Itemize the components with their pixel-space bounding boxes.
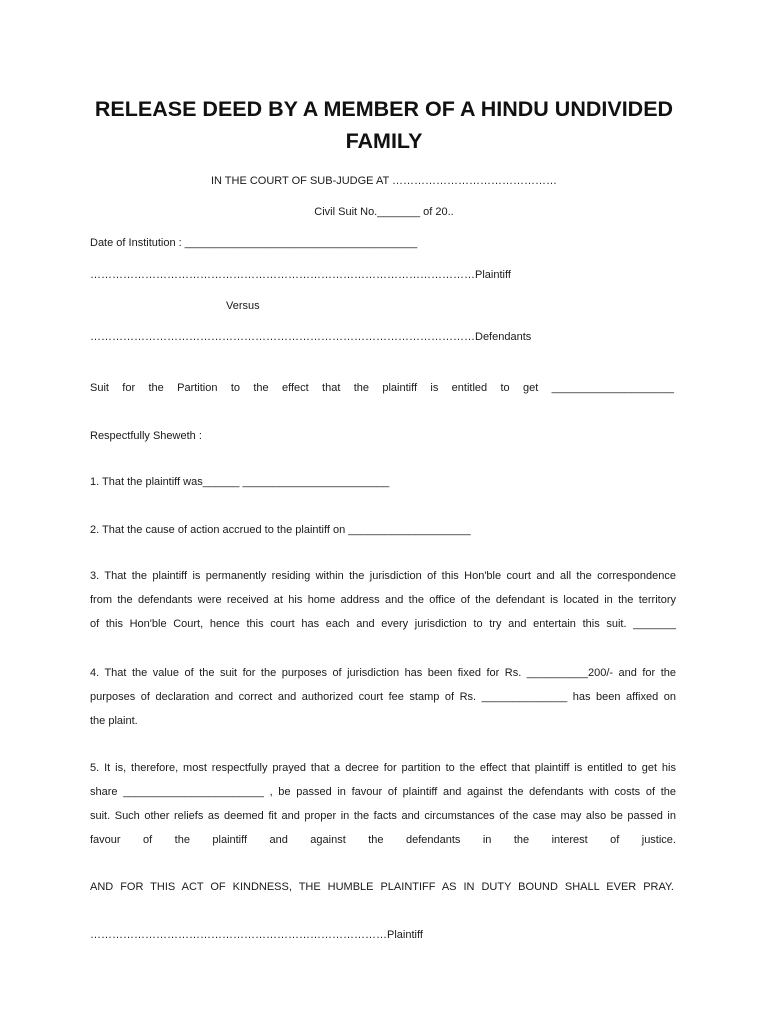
respectfully-sheweth: Respectfully Sheweth :	[90, 430, 202, 442]
paragraph-1: 1. That the plaintiff was______ ________________________	[90, 476, 390, 488]
suit-description: Suit for the Partition to the effect that the plaintiff is entitled to get ____________________	[90, 382, 674, 394]
court-line: IN THE COURT OF SUB-JUDGE AT ………………………………………	[210, 175, 558, 187]
signature-line: ………………………………………………………………………Plaintiff	[90, 929, 423, 941]
paragraph-3-line: from the defendants were received at his home address and the office of the defendant is located in the territory	[90, 594, 676, 606]
paragraph-4-line: the plaint.	[90, 715, 138, 727]
closing-prayer: AND FOR THIS ACT OF KINDNESS, THE HUMBLE PLAINTIFF AS IN DUTY BOUND SHALL EVER PRAY.	[90, 881, 674, 893]
paragraph-5-line: favour of the plaintiff and against the defendants in the interest of justice.	[90, 834, 676, 846]
paragraph-5-line: 5. It is, therefore, most respectfully prayed that a decree for partition to the effect that plaintiff is entitled to get his	[90, 762, 676, 774]
defendants-line: ……………………………………………………………………………………………Defendants	[90, 331, 532, 343]
document-title: RELEASE DEED BY A MEMBER OF A HINDU UNDIVIDED FAMILY	[94, 97, 674, 153]
date-of-institution: Date of Institution : ______________________________________	[90, 237, 418, 249]
paragraph-4	[90, 661, 676, 733]
paragraph-5-line: suit. Such other reliefs as deemed fit and proper in the facts and circumstances of the case may also be passed in	[90, 810, 676, 822]
paragraph-4-line: purposes of declaration and correct and authorized court fee stamp of Rs. ______________ has been affixed on	[90, 691, 676, 703]
paragraph-2: 2. That the cause of action accrued to the plaintiff on ____________________	[90, 524, 471, 536]
paragraph-4-line: 4. That the value of the suit for the purposes of jurisdiction has been fixed for Rs. __________200/- and for the	[90, 667, 676, 679]
paragraph-3-line: of this Hon'ble Court, hence this court has each and every jurisdiction to try and entertain this suit. _______	[90, 618, 676, 630]
civil-suit-number: Civil Suit No._______ of 20..	[314, 206, 454, 218]
paragraph-5	[90, 756, 676, 852]
paragraph-5-line: share _______________________ , be passed in favour of plaintiff and against the defendants with costs of the	[90, 786, 676, 798]
paragraph-3	[90, 564, 676, 636]
plaintiff-line: ……………………………………………………………………………………………Plaintiff	[90, 269, 511, 281]
paragraph-3-line: 3. That the plaintiff is permanently residing within the jurisdiction of this Hon'ble court and all the correspondence	[90, 570, 676, 582]
versus-label: Versus	[226, 300, 260, 312]
